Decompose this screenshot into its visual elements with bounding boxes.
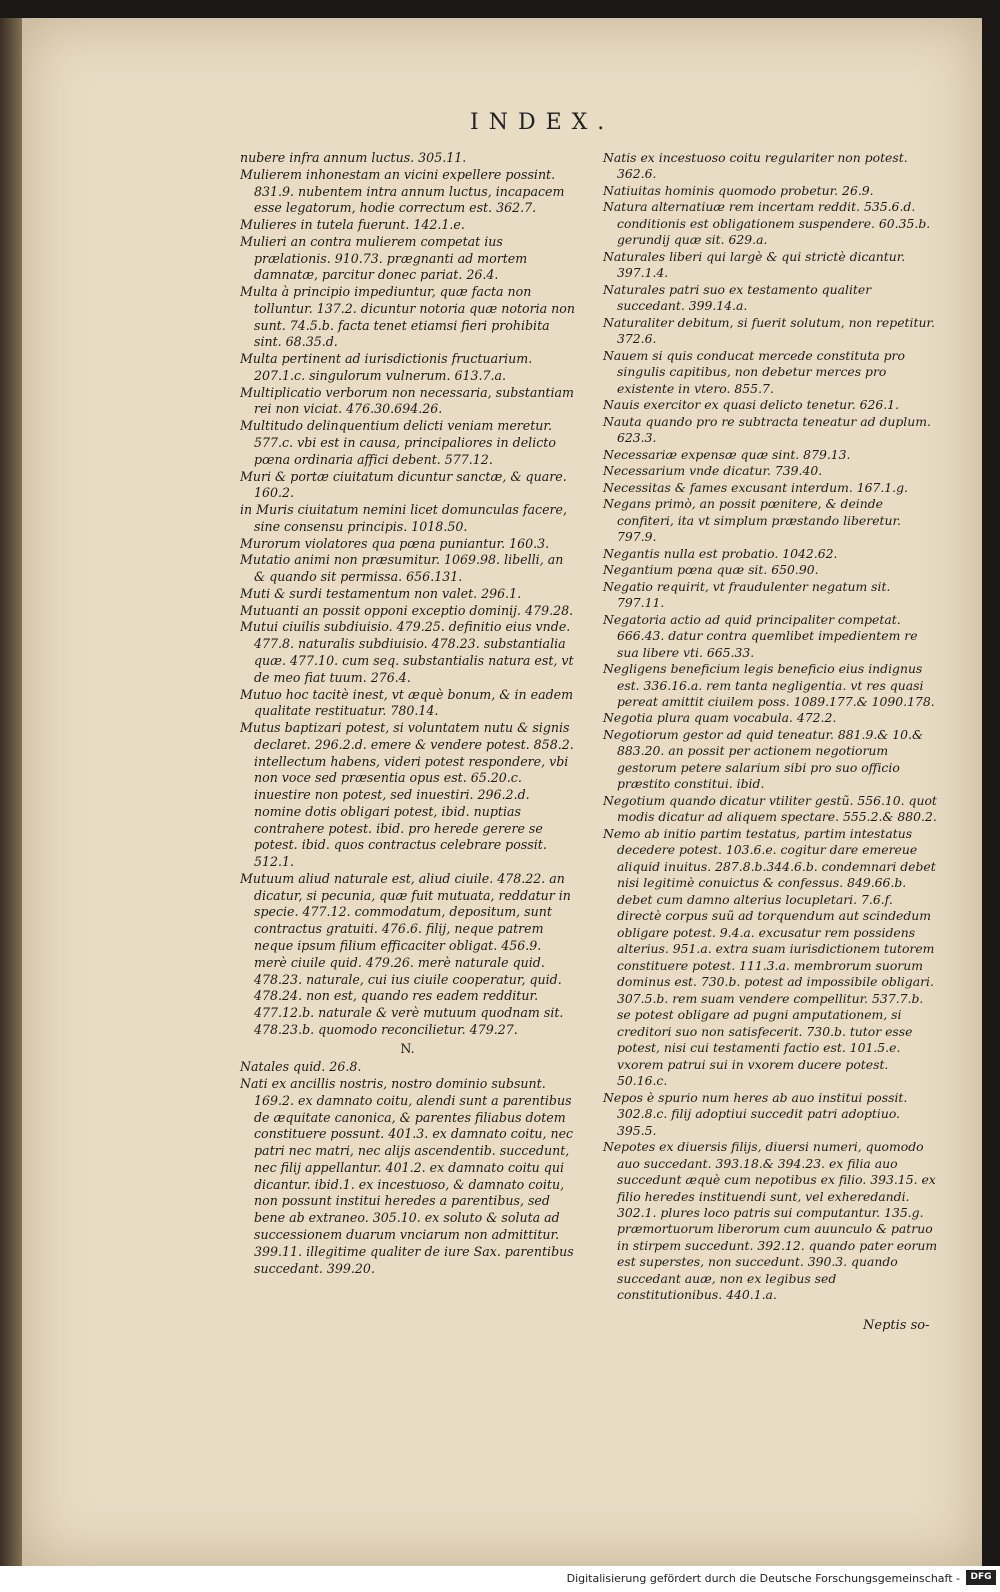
index-entry: Naturales liberi qui largè & qui strictè dicantur. 397.1.4. [603, 248, 906, 281]
dfg-logo: DFG [966, 1570, 996, 1585]
index-entry: Mutuo hoc tacitè inest, vt æquè bonum, & in eadem qualitate restituatur. 780.14. [240, 686, 574, 719]
index-entry: Multiplicatio verborum non necessaria, substantiam rei non viciat. 476.30.694.26. [240, 384, 574, 417]
index-entry: Mulierem inhonestam an vicini expellere possint. 831.9. nubentem intra annum luctus, incapacem esse legatorum, hodie correctum est. 362.7. [240, 166, 565, 216]
page-header: INDEX. [470, 110, 615, 135]
catchword: Neptis so- [863, 1318, 930, 1333]
right-entry-list [603, 150, 938, 1304]
index-entry: Multitudo delinquentium delicti veniam meretur. 577.c. vbi est in causa, principaliores in delicto pœna ordinaria affici debent. 577.12. [240, 418, 556, 467]
index-entry: Nati ex ancillis nostris, nostro dominio subsunt. 169.2. ex damnato coitu, alendi sunt a parentibus de æquitate canonica, & parentes filiabus dotem constituere possunt. 401.3. ex damnato coitu, nec patri nec matri, nec alijs ascendentib. succedunt, nec filij appellantur. 401.2. ex damnato coitu qui dicantur. ibid.1. ex incestuoso, & damnato coitu, non possunt institui heredes a parentibus, sed bene ab extraneo. 305.10. ex soluto & soluta ad successionem duarum vnciarum non admittitur. 399.11. illegitime qualiter de iure Sax. parentibus succedant. 399.20. [240, 1076, 574, 1276]
index-entry: Mutui ciuilis subdiuisio. 479.25. definitio eius vnde. 477.8. naturalis subdiuisio. 478.23. substantialia quæ. 477.10. cum seq. substantialis natura est, vt de meo fiat tuum. 276.4. [240, 619, 574, 685]
index-entry: Mutus baptizari potest, si voluntatem nutu & signis declaret. 296.2.d. emere & vendere potest. 858.2. intellectum habens, videri potest respondere, vbi non voce sed præsentia opus est. 65.20.c. inuestire non potest, sed inuestiri. 296.2.d. nomine dotis obligari potest, ibid. nuptias contrahere potest. ibid. pro herede gerere se potest. ibid. quos contractus celebrare possit. 512.1. [240, 720, 574, 870]
index-entry: Negligens beneficium legis beneficio eius indignus est. 336.16.a. rem tanta negligentia. vt res quasi pereat amittit ciuilem poss. 1089.177.& 1090.178. [603, 661, 935, 709]
left-entry-list-n [240, 1059, 575, 1277]
index-entry: Necessariæ expensæ quæ sint. 879.13. [603, 446, 851, 462]
index-entry: Negotiorum gestor ad quid teneatur. 881.9.& 10.& 883.20. an possit per actionem negotiorum gestorum petere salarium sibi pro suo officio præstito constitui. ibid. [603, 726, 924, 792]
index-entry: Negans primò, an possit pœnitere, & deinde confiteri, ita vt simplum præstando liberetur. 797.9. [603, 496, 901, 545]
index-entry: Multa pertinent ad iurisdictionis fructuarium. 207.1.c. singulorum vulnerum. 613.7.a. [240, 351, 533, 383]
index-entry: Negatio requirit, vt fraudulenter negatum sit. 797.11. [603, 578, 891, 611]
index-entry: Natales quid. 26.8. [240, 1059, 362, 1075]
index-entry: Mulieres in tutela fuerunt. 142.1.e. [240, 217, 465, 233]
index-entry: Nauta quando pro re subtracta teneatur ad duplum. 623.3. [603, 413, 931, 446]
index-entry: Negatoria actio ad quid principaliter competat. 666.43. datur contra quemlibet impedientem re sua libere vti. 665.33. [603, 611, 918, 660]
index-entry: Natura alternatiuæ rem incertam reddit. 535.6.d. conditionis est obligationem suspendere. 60.35.b. gerundij quæ sit. 629.a. [603, 199, 931, 248]
left-column [240, 150, 575, 1277]
index-entry: Multa à principio impediuntur, quæ facta non tolluntur. 137.2. dicuntur notoria quæ notoria non sunt. 74.5.b. facta tenet etiamsi fieri prohibita sint. 68.35.d. [240, 284, 575, 350]
index-entry: Nauis exercitor ex quasi delicto tenetur. 626.1. [603, 397, 900, 413]
index-entry: Naturales patri suo ex testamento qualiter succedant. 399.14.a. [603, 281, 872, 314]
index-entry: Negantium pœna quæ sit. 650.90. [603, 562, 819, 578]
index-entry: Nauem si quis conducat mercede constituta pro singulis capitibus, non debetur merces pro existente in vtero. 855.7. [603, 347, 905, 396]
index-entry: Mutatio animi non præsumitur. 1069.98. libelli, an & quando sit permissa. 656.131. [240, 552, 564, 585]
index-entry: in Muris ciuitatum nemini licet domunculas facere, sine consensu principis. 1018.50. [240, 502, 567, 534]
index-entry: Negantis nulla est probatio. 1042.62. [603, 545, 838, 561]
index-entry: Mulieri an contra mulierem competat ius prælationis. 910.73. prægnanti ad mortem damnatæ, parcitur donec pariat. 26.4. [240, 233, 528, 283]
index-entry: Negotium quando dicatur vtiliter gestũ. 556.10. quot modis dicatur ad aliquem spectare. 555.2.& 880.2. [603, 792, 937, 825]
footer-text: Digitalisierung gefördert durch die Deutsche Forschungsgemeinschaft - [566, 1572, 960, 1585]
index-entry: Nemo ab initio partim testatus, partim intestatus decedere potest. 103.6.e. cogitur dare emereue aliquid inuitus. 287.8.b.344.6.b. condemnari debet nisi legitimè conuictus & confessus. 849.66.b. debet cum damno alterius locupletari. 7.6.f. directè corpus suũ ad torquendum aut scindedum obligare potest. 9.4.a. excusatur rem possidens alterius. 951.a. extra suam iurisdictionem tutorem constituere potest. 111.3.a. membrorum suorum dominus est. 730.b. potest ad impossibile obligari. 307.5.b. rem suam vendere compellitur. 537.7.b. se potest obligare ad pugni amputationem, si creditori suo non satisfecerit. 730.b. tutor esse potest, nisi cui testamenti factio est. 101.5.e. vxorem patrui sui in vxorem ducere potest. 50.16.c. [603, 825, 936, 1089]
index-entry: Natis ex incestuoso coitu regulariter non potest. 362.6. [603, 150, 908, 182]
index-entry: nubere infra annum luctus. 305.11. [240, 150, 467, 165]
index-entry: Murorum violatores qua pœna puniantur. 160.3. [240, 535, 550, 551]
index-entry: Necessitas & fames excusant interdum. 167.1.g. [603, 479, 908, 495]
index-entry: Muri & portæ ciuitatum dicuntur sanctæ, & quare. 160.2. [240, 468, 567, 501]
index-entry: Muti & surdi testamentum non valet. 296.1. [240, 585, 522, 601]
index-entry: Negotia plura quam vocabula. 472.2. [603, 710, 837, 726]
left-entry-list [240, 150, 575, 1039]
index-entry: Mutuanti an possit opponi exceptio dominij. 479.28. [240, 602, 574, 618]
index-entry: Necessarium vnde dicatur. 739.40. [603, 463, 823, 479]
right-column [603, 150, 938, 1304]
index-entry: Nepos è spurio num heres ab auo institui possit. 302.8.c. filij adoptiui succedit patri adoptiuo. 395.5. [603, 1089, 908, 1138]
index-entry: Nepotes ex diuersis filijs, diuersi numeri, quomodo auo succedant. 393.18.& 394.23. ex filia auo succedunt æquè cum nepotibus ex filio. 393.15. ex filio heredes instituendi sunt, vel exheredandi. 302.1. plures loco patris sui computantur. 135.g. præmortuorum liberorum cum auunculo & patruo in stirpem succedunt. 392.12. quando pater eorum est superstes, non succedunt. 390.3. quando succedant auæ, non ex legibus sed constitutionibus. 440.1.a. [603, 1139, 938, 1303]
index-entry: Mutuum aliud naturale est, aliud ciuile. 478.22. an dicatur, si pecunia, quæ fuit mutuata, reddatur in specie. 477.12. commodatum, depositum, sunt contractus gratuiti. 476.6. filij, neque patrem neque ipsum filium efficaciter obligat. 456.9. merè ciuile quid. 479.26. merè naturale quid. 478.23. naturale, cui ius ciuile cooperatur, quid. 478.24. non est, quando res eadem redditur. 477.12.b. naturale & verè mutuum quodnam sit. 478.23.b. quomodo reconcilietur. 479.27. [240, 870, 571, 1037]
index-entry: Naturaliter debitum, si fuerit solutum, non repetitur. 372.6. [603, 314, 935, 347]
index-entry: Natiuitas hominis quomodo probetur. 26.9. [603, 182, 874, 198]
section-letter: N. [400, 1040, 415, 1056]
